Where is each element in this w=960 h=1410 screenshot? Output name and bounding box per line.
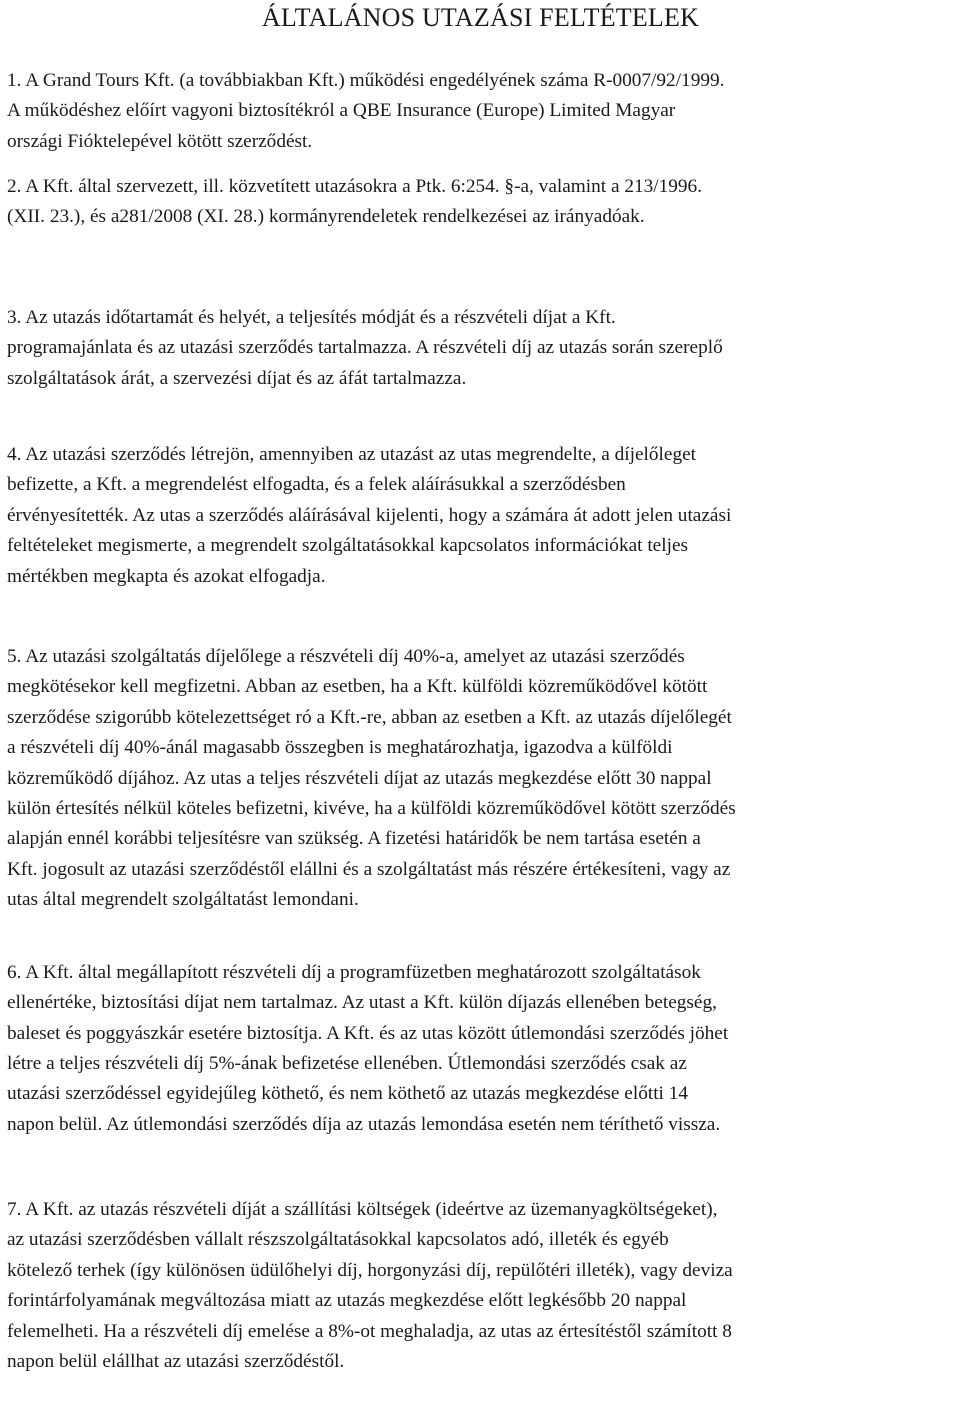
- document-page: [7, 0, 960, 1372]
- section-line: 6. A Kft. által megállapított részvételi díj a programfüzetben meghatározott szolgáltatások: [7, 961, 701, 983]
- section-line: feltételeket megismerte, a megrendelt szolgáltatásokkal kapcsolatos információkat teljes: [7, 535, 689, 557]
- section-line: megkötésekor kell megfizetni. Abban az esetben, ha a Kft. külföldi közreműködővel kötött: [7, 676, 708, 698]
- section-line: (XII. 23.), és a281/2008 (XI. 28.) kormányrendeletek rendelkezései az irányadóak.: [7, 206, 645, 228]
- section-line: 4. Az utazási szerződés létrejön, amennyiben az utazást az utas megrendelte, a díjelőleget: [7, 444, 697, 465]
- section-line: kötelező terhek (így különösen üdülőhelyi díj, horgonyzási díj, repülőtéri illeték), vagy deviza: [7, 1259, 733, 1281]
- section-line: A működéshez előírt vagyoni biztosítékról a QBE Insurance (Europe) Limited Magyar: [7, 100, 676, 122]
- section-5: [7, 642, 960, 1135]
- section-line: forintárfolyamának megváltozása miatt az utazás megkezdése előtt legkésőbb 20 nappal: [7, 1290, 687, 1312]
- section-line: utazási szerződéssel egyidejűleg köthető, és nem köthető az utazás megkezdése előtti 14: [7, 1083, 689, 1105]
- section-line: 1. A Grand Tours Kft. (a továbbiakban Kft.) működési engedélyének száma R-0007/92/1999.: [7, 70, 725, 91]
- section-6: [7, 1195, 960, 1377]
- section-3: [7, 303, 960, 394]
- document-title: ÁLTALÁNOS UTAZÁSI FELTÉTELEK: [261, 3, 700, 32]
- section-line: a részvételi díj 40%-ánál magasabb összegben is meghatározhatja, igazodva a külföldi: [7, 737, 673, 759]
- section-line: felemelheti. Ha a részvételi díj emelése a 8%-ot meghaladja, az utas az értesítéstől számított 8: [7, 1320, 732, 1342]
- section-2: [7, 172, 960, 233]
- section-line: programajánlata és az utazási szerződés tartalmazza. A részvételi díj az utazás során szereplő: [7, 337, 723, 359]
- section-line: befizette, a Kft. a megrendelést elfogadta, és a felek aláírásukkal a szerződésben: [7, 474, 626, 496]
- section-1: [7, 66, 960, 157]
- section-line: napon belül. Az útlemondási szerződés díja az utazás lemondása esetén nem téríthető vissza.: [7, 1113, 721, 1135]
- section-line: létre a teljes részvételi díj 5%-ának befizetése ellenében. Útlemondási szerződés csak az: [7, 1053, 687, 1075]
- section-line: 5. Az utazási szolgáltatás díjelőlege a részvételi díj 40%-a, amelyet az utazási szerződés: [7, 646, 685, 667]
- section-line: Kft. jogosult az utazási szerződéstől elállni és a szolgáltatást más részére értékesíteni, vagy az: [7, 858, 731, 880]
- section-line: 2. A Kft. által szervezett, ill. közvetített utazásokra a Ptk. 6:254. §-a, valamint a 213/1996.: [7, 176, 703, 197]
- section-line: külön értesítés nélkül köteles befizetni, kivéve, ha a külföldi közreműködővel kötött szerződés: [7, 797, 736, 819]
- section-4: [7, 440, 960, 592]
- section-line: 7. A Kft. az utazás részvételi díját a szállítási költségek (ideértve az üzemanyagköltségeket),: [7, 1199, 718, 1220]
- section-line: szerződése szigorúbb kötelezettséget ró a Kft.-re, abban az esetben a Kft. az utazás díjelőlegét: [7, 706, 732, 728]
- section-line: országi Fióktelepével kötött szerződést.: [7, 130, 313, 152]
- section-line: mértékben megkapta és azokat elfogadja.: [7, 565, 326, 587]
- section-line: napon belül elállhat az utazási szerződéstől.: [7, 1350, 345, 1372]
- section-line: alapján ennél korábbi teljesítésre van szükség. A fizetési határidők be nem tartása esetén a: [7, 828, 701, 850]
- section-line: 3. Az utazás időtartamát és helyét, a teljesítés módját és a részvételi díjat a Kft.: [7, 307, 616, 328]
- section-line: utas által megrendelt szolgáltatást lemondani.: [7, 889, 359, 911]
- section-line: [7, 916, 960, 946]
- section-line: ellenértéke, biztosítási díjat nem tartalmaz. Az utast a Kft. külön díjazás ellenében betegség,: [7, 992, 717, 1014]
- section-line: közreműködő díjához. Az utas a teljes részvételi díjat az utazás megkezdése előtt 30 nappal: [7, 767, 712, 789]
- section-line: baleset és poggyászkár esetére biztosítja. A Kft. és az utas között útlemondási szerződés jöhet: [7, 1022, 729, 1044]
- section-line: érvényesítették. Az utas a szerződés aláírásával kijelenti, hogy a számára át adott jelen utazási: [7, 504, 732, 526]
- section-line: szolgáltatások árát, a szervezési díjat és az áfát tartalmazza.: [7, 367, 467, 389]
- section-line: az utazási szerződésben vállalt részszolgáltatásokkal kapcsolatos adó, illeték és egyéb: [7, 1229, 669, 1251]
